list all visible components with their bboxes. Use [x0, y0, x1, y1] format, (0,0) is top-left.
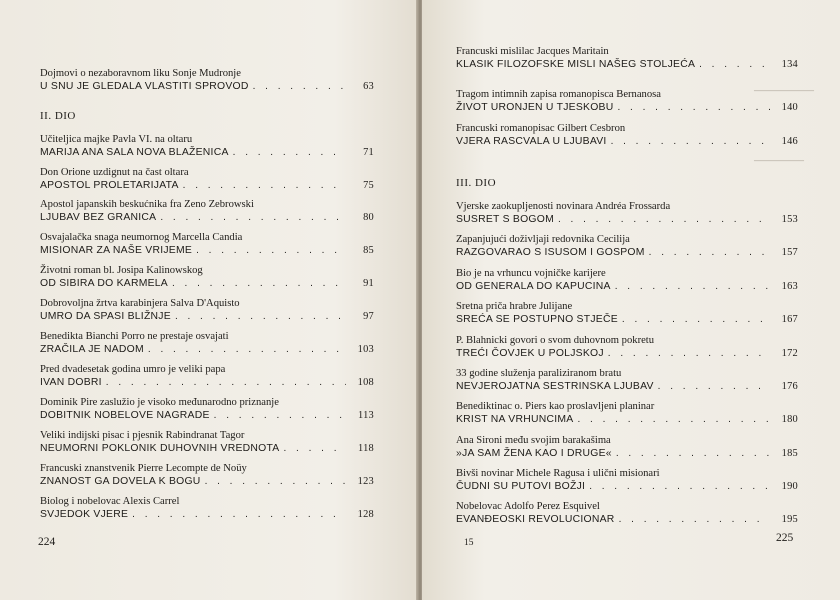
leader-dots: [558, 213, 770, 226]
leader-dots: [589, 480, 770, 493]
entry-subtitle: Vjerske zaokupljenosti novinara Andréa Frossarda: [456, 201, 671, 212]
entry-title: MISIONAR ZA NAŠE VRIJEME: [40, 245, 193, 256]
entry-page-number: 97: [363, 311, 374, 322]
entry-title: TREĆI ČOVJEK U POLJSKOJ: [456, 348, 604, 359]
show-through-text: ▔▔▔▔▔▔▔▔▔▔▔▔: [754, 91, 814, 98]
entry-subtitle: Nobelovac Adolfo Perez Esquivel: [456, 501, 600, 512]
entry-title: SVJEDOK VJERE: [40, 509, 129, 520]
leader-dots: [577, 413, 770, 426]
entry-page-number: 180: [781, 414, 798, 425]
leader-dots: [214, 409, 346, 422]
toc-entry: [40, 396, 374, 422]
toc-entry: [456, 267, 798, 293]
entry-subtitle: Benediktinac o. Piers kao proslavljeni planinar: [456, 401, 655, 412]
entry-subtitle: 33 godine služenja paraliziranom bratu: [456, 368, 622, 379]
leader-dots: [649, 246, 770, 259]
entry-subtitle: Pred dvadesetak godina umro je veliki papa: [40, 364, 226, 375]
entry-title: DOBITNIK NOBELOVE NAGRADE: [40, 410, 210, 421]
entry-title: EVANĐEOSKI REVOLUCIONAR: [456, 514, 615, 525]
entry-page-number: 146: [781, 136, 798, 147]
entry-page-number: 91: [363, 278, 374, 289]
entry-page-number: 113: [358, 410, 374, 421]
entry-subtitle: Francuski mislilac Jacques Maritain: [456, 46, 609, 57]
entry-subtitle: Benedikta Bianchi Porro ne prestaje osvajati: [40, 331, 229, 342]
entry-subtitle: Bio je na vrhuncu vojničke karijere: [456, 268, 606, 279]
entry-page-number: 157: [781, 247, 798, 258]
leader-dots: [160, 211, 346, 224]
toc-entry: [40, 462, 374, 488]
entry-subtitle: Dominik Pire zaslužio je visoko međunarodno priznanje: [40, 397, 279, 408]
toc-entry: [456, 334, 798, 360]
entry-subtitle: Ana Sironi među svojim barakašima: [456, 435, 611, 446]
toc-entry: [456, 300, 798, 326]
entry-page-number: 195: [781, 514, 798, 525]
entry-page-number: 75: [363, 180, 374, 191]
leader-dots: [205, 475, 346, 488]
entry-title: OD SIBIRA DO KARMELA: [40, 278, 168, 289]
toc-entry: [456, 500, 798, 526]
entry-title: LJUBAV BEZ GRANICA: [40, 212, 157, 223]
entry-page-number: 71: [363, 147, 374, 158]
entry-title: APOSTOL PROLETARIJATA: [40, 180, 179, 191]
toc-entry: [456, 200, 798, 226]
leader-dots: [622, 313, 770, 326]
entry-title: SREĆA SE POSTUPNO STJEČE: [456, 314, 618, 325]
entry-title: KLASIK FILOZOFSKE MISLI NAŠEG STOLJEĆA: [456, 59, 696, 70]
leader-dots: [175, 310, 346, 323]
signature-mark: 15: [464, 538, 474, 548]
toc-entry: [456, 367, 798, 393]
entry-subtitle: Životni roman bl. Josipa Kalinowskog: [40, 265, 203, 276]
entry-page-number: 85: [363, 245, 374, 256]
part-heading: II. DIO: [40, 110, 76, 122]
leader-dots: [106, 376, 346, 389]
entry-title: ČUDNI SU PUTOVI BOŽJI: [456, 481, 586, 492]
entry-subtitle: Osvajalačka snaga neumornog Marcella Candia: [40, 232, 243, 243]
toc-entry: [456, 400, 798, 426]
entry-page-number: 103: [357, 344, 374, 355]
entry-title: RAZGOVARAO S ISUSOM I GOSPOM: [456, 247, 645, 258]
page-number: 225: [776, 532, 794, 544]
entry-title: OD GENERALA DO KAPUCINA: [456, 281, 611, 292]
leader-dots: [617, 101, 770, 114]
entry-page-number: 167: [781, 314, 798, 325]
toc-entry: [456, 88, 798, 114]
entry-subtitle: P. Blahnicki govori o svom duhovnom pokretu: [456, 335, 655, 346]
entry-title: NEUMORNI POKLONIK DUHOVNIH VREDNOTA: [40, 443, 280, 454]
entry-page-number: 118: [358, 443, 374, 454]
entry-title: IVAN DOBRI: [40, 377, 102, 388]
entry-title: VJERA RASCVALA U LJUBAVI: [456, 136, 607, 147]
toc-entry: [40, 495, 374, 521]
entry-subtitle: Zapanjujući doživljaji redovnika Cecilija: [456, 234, 630, 245]
entry-title: »JA SAM ŽENA KAO I DRUGE«: [456, 448, 612, 459]
leader-dots: [616, 447, 770, 460]
entry-page-number: 176: [781, 381, 798, 392]
entry-title: MARIJA ANA SALA NOVA BLAŽENICA: [40, 147, 229, 158]
entry-title: ŽIVOT URONJEN U TJESKOBU: [456, 102, 614, 113]
entry-subtitle: Dojmovi o nezaboravnom liku Sonje Mudronje: [40, 68, 241, 79]
toc-entry: [456, 467, 798, 493]
toc-entry: [40, 264, 374, 290]
leader-dots: [233, 146, 346, 159]
toc-entry: [456, 45, 798, 71]
entry-title: UMRO DA SPASI BLIŽNJE: [40, 311, 171, 322]
entry-subtitle: Don Orione uzdignut na čast oltara: [40, 167, 189, 178]
entry-subtitle: Učiteljica majke Pavla VI. na oltaru: [40, 134, 193, 145]
leader-dots: [283, 442, 346, 455]
entry-page-number: 153: [781, 214, 798, 225]
toc-entry: [40, 363, 374, 389]
leader-dots: [608, 347, 770, 360]
leader-dots: [699, 58, 770, 71]
entry-page-number: 108: [357, 377, 374, 388]
toc-entry: [40, 133, 374, 159]
entry-title: KRIST NA VRHUNCIMA: [456, 414, 574, 425]
leader-dots: [183, 179, 346, 192]
entry-title: NEVJEROJATNA SESTRINSKA LJUBAV: [456, 381, 654, 392]
leader-dots: [196, 244, 346, 257]
part-heading: III. DIO: [456, 177, 497, 189]
leader-dots: [611, 135, 770, 148]
leader-dots: [658, 380, 770, 393]
entry-page-number: 128: [357, 509, 374, 520]
leader-dots: [132, 508, 346, 521]
toc-entry: [40, 429, 374, 455]
leader-dots: [615, 280, 770, 293]
entry-page-number: 163: [781, 281, 798, 292]
toc-entry: [40, 231, 374, 257]
entry-subtitle: Biolog i nobelovac Alexis Carrel: [40, 496, 180, 507]
entry-title: U SNU JE GLEDALA VLASTITI SPROVOD: [40, 81, 249, 92]
entry-page-number: 185: [781, 448, 798, 459]
show-through-text: ▔▔▔▔▔▔▔▔▔▔: [754, 161, 804, 168]
toc-entry: [40, 166, 374, 192]
page-number: 224: [38, 536, 56, 548]
leader-dots: [619, 513, 770, 526]
toc-entry: [40, 67, 374, 93]
right-page: [422, 0, 840, 600]
entry-subtitle: Bivši novinar Michele Ragusa i ulični misionari: [456, 468, 660, 479]
left-page: [0, 0, 418, 600]
entry-title: ZRAČILA JE NADOM: [40, 344, 144, 355]
entry-subtitle: Francuski romanopisac Gilbert Cesbron: [456, 123, 626, 134]
entry-title: ZNANOST GA DOVELA K BOGU: [40, 476, 201, 487]
leader-dots: [148, 343, 346, 356]
entry-page-number: 123: [357, 476, 374, 487]
entry-page-number: 63: [363, 81, 374, 92]
entry-subtitle: Apostol japanskih beskućnika fra Zeno Zebrowski: [40, 199, 254, 210]
toc-entry: [456, 233, 798, 259]
entry-page-number: 134: [781, 59, 798, 70]
entry-subtitle: Francuski znanstvenik Pierre Lecompte de Noüy: [40, 463, 247, 474]
entry-page-number: 80: [363, 212, 374, 223]
leader-dots: [172, 277, 346, 290]
entry-page-number: 140: [781, 102, 798, 113]
leader-dots: [253, 80, 346, 93]
toc-entry: [40, 330, 374, 356]
entry-subtitle: Veliki indijski pisac i pjesnik Rabindranat Tagor: [40, 430, 245, 441]
entry-page-number: 172: [781, 348, 798, 359]
toc-entry: [40, 198, 374, 224]
entry-page-number: 190: [781, 481, 798, 492]
entry-subtitle: Tragom intimnih zapisa romanopisca Bernanosa: [456, 89, 661, 100]
toc-entry: [456, 434, 798, 460]
entry-title: SUSRET S BOGOM: [456, 214, 554, 225]
toc-entry: [40, 297, 374, 323]
toc-entry: [456, 122, 798, 148]
entry-subtitle: Sretna priča hrabre Julijane: [456, 301, 573, 312]
entry-subtitle: Dobrovoljna žrtva karabinjera Salva D'Aquisto: [40, 298, 240, 309]
